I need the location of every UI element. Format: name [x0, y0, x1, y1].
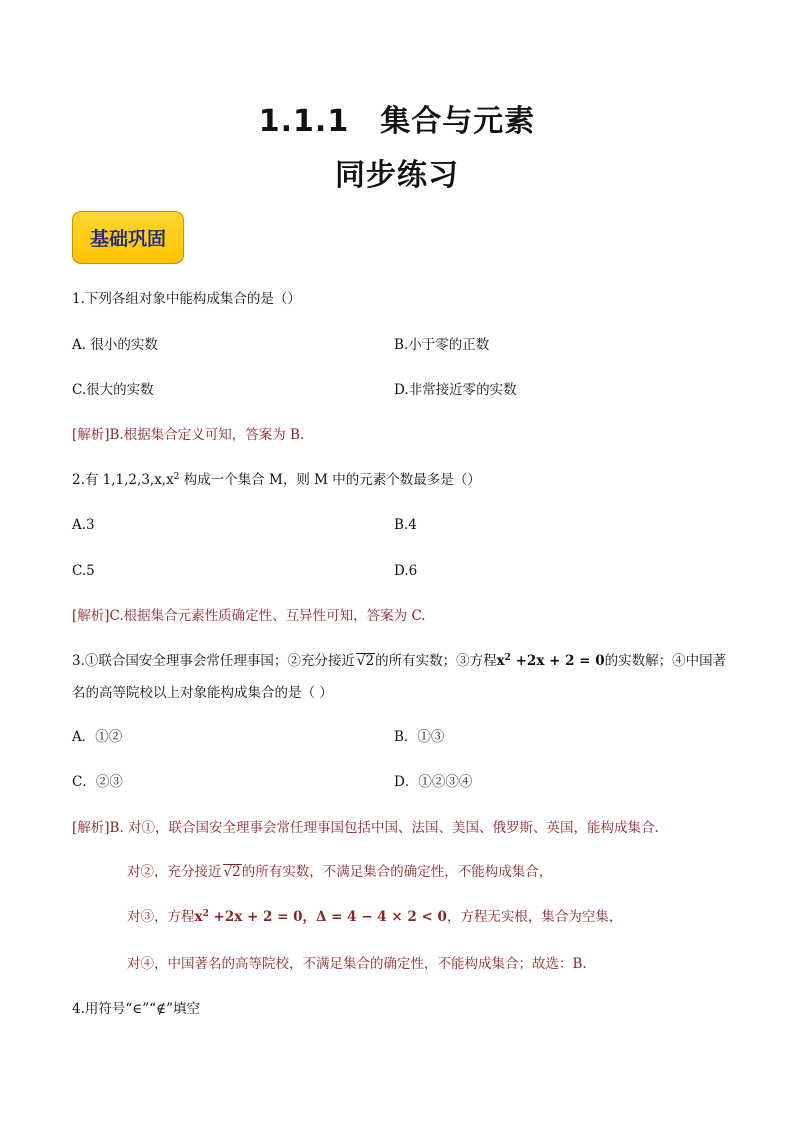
q2-option-b: B.4 [394, 517, 417, 533]
q3-eq-var: x [496, 653, 505, 669]
q1-option-a: A. 很小的实数 [72, 337, 158, 353]
q3-option-d: D．①②③④ [394, 774, 473, 790]
q3-stem-part1: 3.①联合国安全理事会常任理事国；②充分接近 [72, 653, 355, 669]
q1-option-b: B.小于零的正数 [394, 337, 490, 353]
section-badge [72, 211, 184, 264]
section-badge-label: 基础巩固 [89, 228, 166, 250]
page-title: 1.1.1 集合与元素 [258, 104, 536, 139]
q3-analysis-1: [解析]B. 对①，联合国安全理事会常任理事国包括中国、法国、美国、俄罗斯、英国，能构成集合. [72, 820, 659, 836]
q3-stem-part2: 的所有实数；③方程 [375, 653, 497, 669]
q3-a3-equation [195, 909, 447, 925]
q3-stem-line1 [72, 652, 726, 670]
q2-stem-pre: 2.有 1,1,2,3,x,x [72, 472, 174, 488]
q3-a3-exp: 2 [202, 909, 209, 919]
sqrt-icon: √2 [356, 653, 375, 669]
q2-analysis: [解析]C.根据集合元素性质确定性、互异性可知，答案为 C. [72, 608, 426, 624]
q4-stem: 4.用符号“∈”“∉”填空 [72, 1001, 200, 1017]
q3-a2-pre: 对②，充分接近 [127, 864, 222, 880]
q3-eq-rest: +2x + 2 = 0 [510, 653, 605, 669]
q2-option-d: D.6 [394, 563, 418, 579]
q3-a3-eq: +2x + 2 = 0，Δ = 4 − 4 × 2 < 0 [208, 909, 447, 925]
q1-analysis: [解析]B.根据集合定义可知，答案为 B. [72, 427, 305, 443]
q3-stem-part3: 的实数解；④中国著 [604, 653, 727, 669]
q3-eq-exp: 2 [504, 653, 511, 663]
q1-stem: 1.下列各组对象中能构成集合的是（） [72, 291, 301, 307]
q2-option-a: A.3 [72, 517, 95, 533]
q3-analysis-3 [127, 908, 622, 926]
page-subtitle: 同步练习 [335, 158, 459, 193]
q3-equation [497, 653, 605, 669]
q3-a3-pre: 对③，方程 [127, 909, 195, 925]
q3-sqrt-value: 2 [365, 653, 375, 669]
q1-option-c: C.很大的实数 [72, 382, 154, 398]
q2-option-c: C.5 [72, 563, 95, 579]
q2-stem-post: 构成一个集合 M，则 M 中的元素个数最多是（） [179, 472, 481, 488]
q3-a3-post: ，方程无实根，集合为空集， [446, 909, 623, 925]
q3-a3-var: x [194, 909, 203, 925]
q1-option-d: D.非常接近零的实数 [394, 382, 517, 398]
sqrt-icon: √2 [223, 864, 241, 880]
q3-option-b: B．①③ [394, 729, 445, 745]
q3-analysis-4: 对④，中国著名的高等院校，不满足集合的确定性，不能构成集合；故选：B. [127, 956, 587, 972]
q3-a2-sqrt-value: 2 [232, 864, 241, 880]
q3-stem-line2: 名的高等院校以上对象能构成集合的是（ ） [72, 685, 333, 701]
q3-option-c: C．②③ [72, 774, 123, 790]
q3-a2-post: 的所有实数，不满足集合的确定性，不能构成集合， [241, 864, 553, 880]
q2-stem [72, 471, 481, 489]
q2-stem-sup: 2 [173, 472, 180, 482]
q3-analysis-2 [127, 863, 552, 881]
q3-option-a: A．①② [72, 729, 123, 745]
